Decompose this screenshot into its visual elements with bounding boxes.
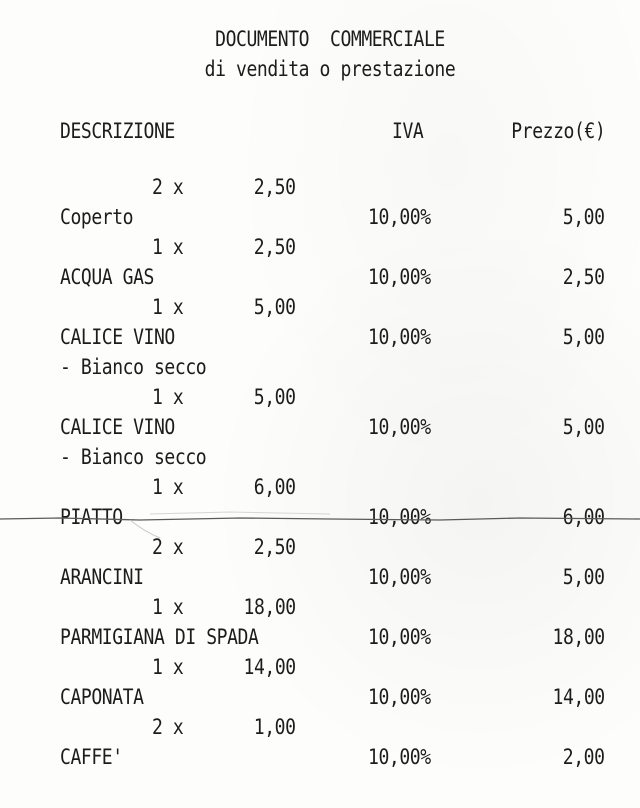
item-name: PIATTO xyxy=(60,505,123,529)
item-unit-price: 5,00 xyxy=(254,295,296,319)
item-price: 5,00 xyxy=(563,205,605,229)
item-quantity: 1 x xyxy=(152,655,184,679)
item-quantity: 2 x xyxy=(152,715,184,739)
item-price: 14,00 xyxy=(552,685,605,709)
item-vat: 10,00% xyxy=(368,265,431,289)
item-quantity: 1 x xyxy=(152,295,184,319)
item-price: 2,00 xyxy=(563,745,605,769)
item-variant: - Bianco secco xyxy=(60,355,207,379)
item-name: CALICE VINO xyxy=(60,415,175,439)
item-quantity: 2 x xyxy=(152,535,184,559)
item-name: ACQUA GAS xyxy=(60,265,154,289)
item-price: 5,00 xyxy=(563,325,605,349)
item-unit-price: 1,00 xyxy=(254,715,296,739)
item-quantity: 1 x xyxy=(152,475,184,499)
item-vat: 10,00% xyxy=(368,565,431,589)
item-name: Coperto xyxy=(60,205,134,229)
item-price: 18,00 xyxy=(552,625,605,649)
item-name: ARANCINI xyxy=(60,565,144,589)
document-title: DOCUMENTO COMMERCIALE xyxy=(215,27,445,51)
item-name: PARMIGIANA DI SPADA xyxy=(60,625,259,649)
column-header-price: Prezzo(€) xyxy=(511,119,605,143)
column-header-vat: IVA xyxy=(392,119,424,143)
item-vat: 10,00% xyxy=(368,505,431,529)
item-price: 5,00 xyxy=(563,565,605,589)
item-quantity: 1 x xyxy=(152,235,184,259)
item-quantity: 1 x xyxy=(152,385,184,409)
item-price: 5,00 xyxy=(563,415,605,439)
item-unit-price: 2,50 xyxy=(254,235,296,259)
item-vat: 10,00% xyxy=(368,745,431,769)
item-quantity: 2 x xyxy=(152,175,184,199)
item-vat: 10,00% xyxy=(368,325,431,349)
item-name: CALICE VINO xyxy=(60,325,175,349)
item-vat: 10,00% xyxy=(368,415,431,439)
item-vat: 10,00% xyxy=(368,205,431,229)
item-unit-price: 2,50 xyxy=(254,175,296,199)
item-variant: - Bianco secco xyxy=(60,445,207,469)
item-unit-price: 2,50 xyxy=(254,535,296,559)
item-price: 2,50 xyxy=(563,265,605,289)
item-unit-price: 14,00 xyxy=(243,655,296,679)
document-subtitle: di vendita o prestazione xyxy=(204,57,456,81)
item-unit-price: 18,00 xyxy=(243,595,296,619)
item-unit-price: 6,00 xyxy=(254,475,296,499)
item-price: 6,00 xyxy=(563,505,605,529)
item-name: CAFFE' xyxy=(60,745,123,769)
item-name: CAPONATA xyxy=(60,685,144,709)
column-header-description: DESCRIZIONE xyxy=(60,119,175,143)
item-vat: 10,00% xyxy=(368,685,431,709)
item-unit-price: 5,00 xyxy=(254,385,296,409)
item-vat: 10,00% xyxy=(368,625,431,649)
item-quantity: 1 x xyxy=(152,595,184,619)
